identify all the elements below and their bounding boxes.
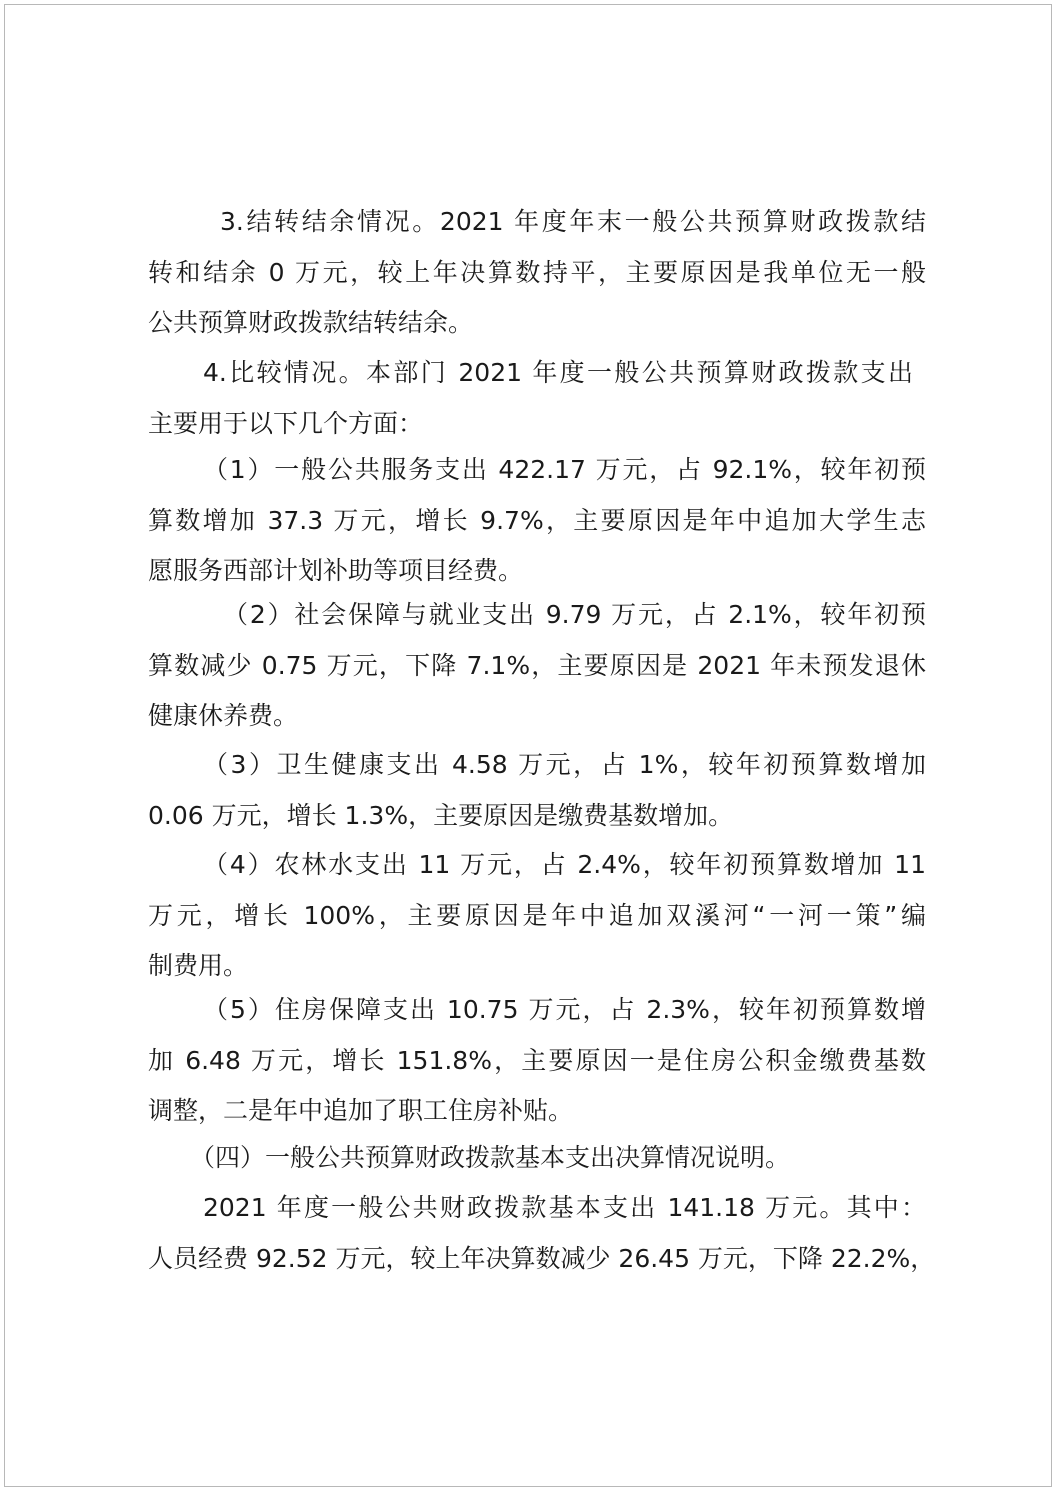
paragraph-carryover-balance <box>148 197 926 349</box>
text-line: 加 6.48 万元，增长 151.8%，主要原因一是住房公积金缴费基数 <box>148 1045 926 1075</box>
text-line: （2）社会保障与就业支出 9.79 万元，占 2.1%，较年初预 <box>223 600 926 629</box>
text-line: 愿服务西部计划补助等项目经费。 <box>148 556 524 585</box>
text-line: （四）一般公共预算财政拨款基本支出决算情况说明。 <box>190 1143 791 1172</box>
paragraph-item-1 <box>148 445 926 597</box>
text-line: 主要用于以下几个方面： <box>148 408 424 438</box>
section-heading <box>148 1133 926 1184</box>
paragraph-comparison-intro <box>148 348 926 449</box>
text-line: 4.比较情况。本部门 2021 年度一般公共预算财政拨款支出 <box>203 358 913 387</box>
text-line: 制费用。 <box>148 951 249 980</box>
text-line: 人员经费 92.52 万元，较上年决算数减少 26.45 万元，下降 22.2%， <box>148 1243 936 1273</box>
text-line: 算数减少 0.75 万元，下降 7.1%，主要原因是 2021 年未预发退休 <box>148 650 926 680</box>
text-line: 3.结转结余情况。2021 年度年末一般公共预算财政拨款结 <box>220 207 926 236</box>
text-line: （1）一般公共服务支出 422.17 万元，占 92.1%，较年初预 <box>203 455 926 484</box>
paragraph-item-4 <box>148 840 926 992</box>
text-line: 0.06 万元，增长 1.3%，主要原因是缴费基数增加。 <box>148 800 734 830</box>
text-line: 公共预算财政拨款结转结余。 <box>148 308 474 337</box>
text-line: 算数增加 37.3 万元，增长 9.7%，主要原因是年中追加大学生志 <box>148 505 926 535</box>
paragraph-item-5 <box>148 985 926 1137</box>
text-line: （5）住房保障支出 10.75 万元，占 2.3%，较年初预算数增 <box>203 995 926 1024</box>
paragraph-basic-expenditure <box>148 1183 936 1284</box>
text-line: 调整，二是年中追加了职工住房补贴。 <box>148 1096 574 1125</box>
text-line: 2021 年度一般公共财政拨款基本支出 141.18 万元。其中： <box>203 1193 926 1222</box>
text-line: （4）农林水支出 11 万元，占 2.4%，较年初预算数增加 11 <box>203 850 926 879</box>
paragraph-item-3 <box>148 740 926 841</box>
text-line: 转和结余 0 万元，较上年决算数持平，主要原因是我单位无一般 <box>148 257 926 287</box>
text-line: （3）卫生健康支出 4.58 万元，占 1%，较年初预算数增加 <box>203 750 926 779</box>
text-line: 健康休养费。 <box>148 701 299 730</box>
text-line: 万元，增长 100%，主要原因是年中追加双溪河“一河一策”编 <box>148 900 926 930</box>
paragraph-item-2 <box>148 590 926 742</box>
